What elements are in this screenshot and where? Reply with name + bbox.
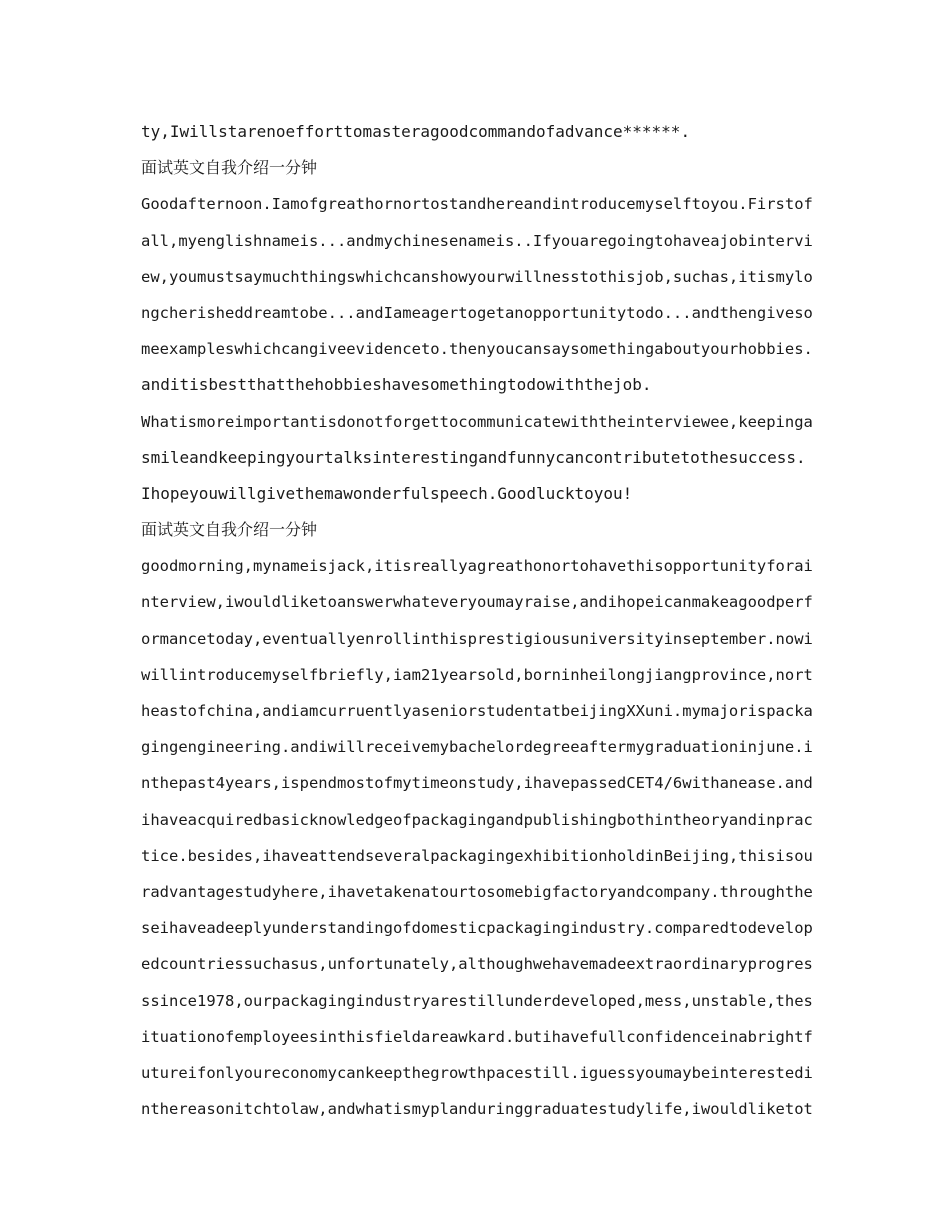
section-two-line: nthereasonitchtolaw,andwhatismyplanduringgraduatestudylife,iwouldliketot — [141, 1100, 813, 1119]
section-one-line: ngcherisheddreamtobe...andIameagertogetanopportunitytodo...andthengiveso — [141, 303, 813, 322]
section-two-line: ihaveacquiredbasicknowledgeofpackagingandpublishingbothintheoryandinprac — [141, 810, 813, 829]
section-two-line: nterview,iwouldliketoanswerwhateveryoumayraise,andihopeicanmakeagoodperf — [141, 593, 813, 612]
document-body — [141, 114, 816, 1127]
section-two-line: gingengineering.andiwillreceivemybachelordegreeaftermygraduationinjune.i — [141, 738, 813, 757]
section-two-line: utureifonlyoureconomycankeepthegrowthpacestill.iguessyoumaybeinterestedi — [141, 1063, 813, 1082]
section-one-line: Whatismoreimportantisdonotforgettocommunicatewiththeinterviewee,keepinga — [141, 412, 813, 431]
section-one-line: meexampleswhichcangiveevidenceto.thenyoucansaysomethingaboutyourhobbies. — [141, 340, 813, 359]
section-two-line: tice.besides,ihaveattendseveralpackagingexhibitionholdinBeijing,thisisou — [141, 846, 813, 865]
section-one — [141, 150, 816, 512]
section-one-line: all,myenglishnameis...andmychinesenameis..Ifyouaregoingtohaveajobintervi — [141, 231, 813, 250]
section-two-line: edcountriessuchasus,unfortunately,althoughwehavemadeextraordinaryprogres — [141, 955, 813, 974]
section-two — [141, 512, 816, 1127]
section-two-line: willintroducemyselfbriefly,iam21yearsold,borninheilongjiangprovince,nort — [141, 665, 813, 684]
section-one-heading: 面试英文自我介绍一分钟 — [141, 158, 318, 178]
section-two-line: ormancetoday,eventuallyenrollinthisprestigiousuniversityinseptember.nowi — [141, 629, 813, 648]
section-two-line: goodmorning,mynameisjack,itisreallyagreathonortohavethisopportunityforai — [141, 557, 813, 576]
section-two-line: nthepast4years,ispendmostofmytimeonstudy,ihavepassedCET4/6withanease.and — [141, 774, 813, 793]
section-one-line: anditisbestthatthehobbieshavesomethingtodowiththejob. — [141, 375, 652, 395]
section-two-line: heastofchina,andiamcurruentlyaseniorstudentatbeijingXXuni.mymajorispacka — [141, 702, 813, 720]
section-one-line: Ihopeyouwillgivethemawonderfulspeech.Goodlucktoyou! — [141, 483, 633, 503]
section-two-line: ituationofemployeesinthisfieldareawkard.butihavefullconfidenceinabrightf — [141, 1027, 813, 1046]
section-one-line: smileandkeepingyourtalksinterestingandfunnycancontributetothesuccess. — [141, 447, 806, 467]
section-one-line: ew,youmustsaymuchthingswhichcanshowyourwillnesstothisjob,suchas,itismylo — [141, 267, 813, 286]
intro-line: ty,Iwillstarenoefforttomasteragoodcommandofadvance******. — [141, 122, 691, 141]
section-one-line: Goodafternoon.Iamofgreathornortostandhereandintroducemyselftoyou.Firstof — [141, 195, 813, 214]
section-two-line: seihaveadeeplyunderstandingofdomesticpackagingindustry.comparedtodevelop — [141, 919, 813, 938]
section-two-heading: 面试英文自我介绍一分钟 — [141, 520, 318, 540]
section-two-line: ssince1978,ourpackagingindustryarestillunderdeveloped,mess,unstable,thes — [141, 991, 813, 1010]
section-two-line: radvantagestudyhere,ihavetakenatourtosomebigfactoryandcompany.throughthe — [141, 882, 813, 901]
